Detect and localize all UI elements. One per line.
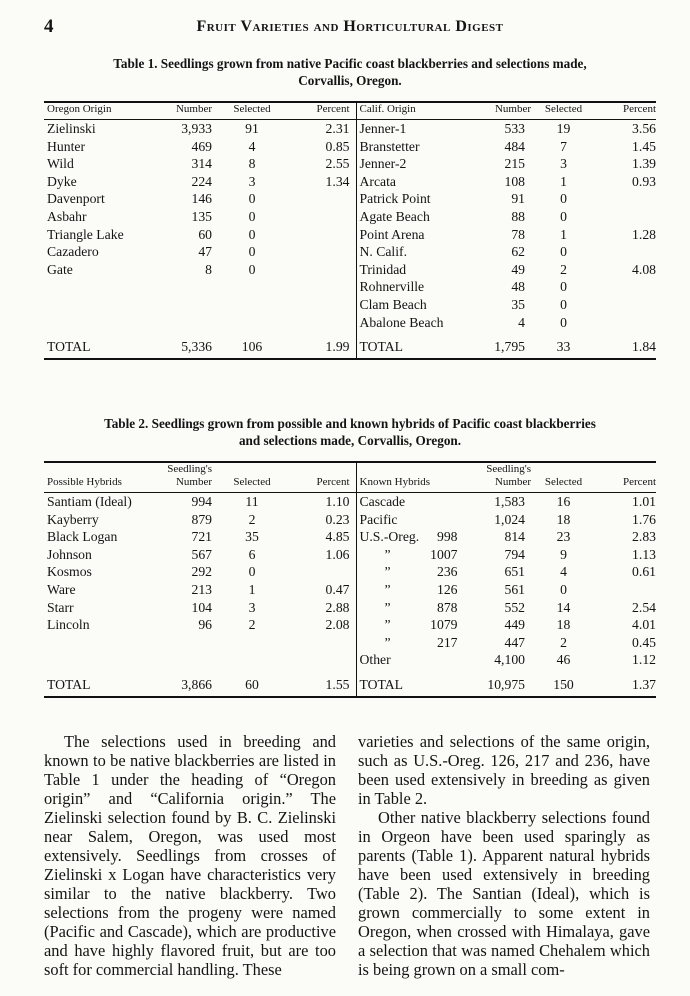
row-name	[356, 546, 458, 564]
row-percent: 3.56	[632, 121, 656, 136]
row-name	[356, 493, 452, 511]
row-number: 561	[504, 581, 525, 597]
row-number: 135	[191, 208, 212, 224]
row-number: 88	[511, 208, 525, 224]
row-name: Wild	[47, 156, 74, 172]
row-selected: 3	[248, 173, 256, 189]
table-row	[44, 546, 656, 564]
row-selected: 0	[248, 261, 256, 277]
row-name	[44, 278, 152, 296]
row-number: 814	[504, 529, 525, 545]
row-number: 8	[205, 261, 212, 277]
row-percent: 0.45	[632, 634, 656, 650]
row-selected: 0	[248, 564, 256, 580]
row-number: 447	[504, 634, 525, 650]
row-name: Johnson	[47, 546, 92, 562]
row-name: Abalone Beach	[359, 314, 444, 330]
row-selected: 4	[560, 564, 567, 580]
table1-caption	[44, 55, 656, 89]
row-selected: 3	[560, 156, 567, 172]
row-selected: 0	[560, 296, 567, 312]
row-percent	[292, 651, 356, 669]
row-name: Kayberry	[47, 511, 99, 527]
row-name	[356, 651, 452, 669]
row-name: Point Arena	[359, 226, 425, 242]
row-percent: 4.85	[292, 528, 356, 546]
total-number: 1,795	[466, 335, 531, 359]
row-selected: 2	[248, 617, 256, 633]
row-name: Jenner-1	[359, 121, 407, 136]
row-name	[44, 634, 156, 652]
row-percent: 2.88	[292, 599, 356, 617]
hybrid-selection-number: 1007	[430, 546, 458, 562]
table1-caption-line2: Corvallis, Oregon.	[298, 73, 402, 88]
row-name	[44, 296, 152, 314]
hybrid-name: Other	[359, 652, 391, 668]
hybrid-name: ”	[384, 599, 391, 615]
row-percent	[596, 278, 656, 296]
body-paragraph: varieties and selections of the same origin, such as U.S.-Oreg. 126, 217 and 236, have been used extensively in breeding as given in Table 2.	[358, 732, 650, 808]
row-percent: 4.01	[632, 617, 656, 633]
hybrid-selection-number: 1079	[430, 617, 458, 633]
row-number	[152, 278, 212, 296]
row-percent: 1.34	[292, 173, 356, 191]
row-number: 469	[191, 138, 212, 154]
row-name: Branstetter	[359, 138, 420, 154]
header-percent: Percent	[596, 462, 656, 493]
table-row	[44, 120, 656, 138]
header-possible-hybrids: Possible Hybrids	[44, 462, 156, 493]
header-percent: Percent	[292, 102, 356, 120]
row-percent: 1.39	[632, 156, 656, 172]
total-row	[44, 335, 656, 359]
table-row	[44, 634, 656, 652]
row-name: Gate	[47, 261, 73, 277]
header-calif-origin: Calif. Origin	[356, 102, 466, 120]
row-name: Cazadero	[47, 244, 99, 260]
row-number: 60	[198, 226, 212, 242]
header-percent: Percent	[596, 102, 656, 120]
row-selected: 14	[556, 599, 571, 615]
total-selected: 60	[212, 673, 292, 697]
row-number: 1,024	[494, 511, 525, 527]
table2-caption-line1: Table 2. Seedlings grown from possible and known hybrids of Pacific coast blackberries	[104, 416, 596, 431]
table2-header-row	[44, 462, 656, 493]
row-percent	[292, 563, 356, 581]
row-name: Ware	[47, 581, 76, 597]
row-percent: 1.10	[292, 493, 356, 511]
row-name: Trinidad	[359, 261, 407, 277]
hybrid-selection-number: 998	[436, 529, 458, 545]
row-name	[356, 599, 458, 617]
table-row	[44, 493, 656, 511]
row-number: 292	[191, 564, 212, 580]
row-number: 48	[511, 279, 525, 295]
table-row	[44, 581, 656, 599]
row-selected: 0	[248, 191, 256, 207]
row-name: Triangle Lake	[47, 226, 124, 242]
hybrid-name: U.S.-Oreg.	[359, 529, 420, 545]
row-percent	[292, 314, 356, 332]
row-name	[44, 651, 156, 669]
table1-caption-line1: Table 1. Seedlings grown from native Pacific coast blackberries and selections made,	[113, 56, 587, 71]
table-row	[44, 511, 656, 529]
row-number: 567	[191, 546, 212, 562]
header-selected: Selected	[531, 102, 596, 120]
table-row	[44, 226, 656, 244]
row-selected: 0	[560, 279, 567, 295]
row-name	[356, 528, 458, 546]
journal-title: Fruit Varieties and Horticultural Digest	[196, 18, 504, 35]
row-number: 47	[198, 244, 212, 260]
row-name: Arcata	[359, 173, 396, 189]
row-percent: 0.93	[632, 173, 656, 189]
row-selected	[212, 651, 292, 669]
table-row	[44, 190, 656, 208]
row-selected: 2	[248, 511, 256, 527]
row-selected: 0	[560, 208, 567, 224]
row-number: 3,933	[181, 121, 212, 136]
row-selected: 0	[560, 314, 567, 330]
header-seedlings-line1: Seedling's	[486, 463, 531, 475]
row-percent: 1.13	[632, 546, 656, 562]
header-seedlings-line1: Seedling's	[167, 463, 212, 475]
row-percent	[292, 243, 356, 261]
running-head	[44, 16, 656, 42]
row-name: Agate Beach	[359, 208, 430, 224]
row-percent	[596, 208, 656, 226]
table2	[44, 461, 656, 698]
row-name: Santiam (Ideal)	[47, 494, 132, 509]
table-row	[44, 278, 656, 296]
header-seedlings-number	[452, 462, 531, 493]
header-seedlings-number	[156, 462, 212, 493]
row-percent	[596, 314, 656, 332]
row-selected: 4	[248, 138, 256, 154]
row-percent: 0.85	[292, 138, 356, 156]
row-selected: 3	[248, 599, 256, 615]
row-name	[356, 616, 458, 634]
row-percent: 1.28	[632, 226, 656, 242]
hybrid-name: ”	[384, 581, 391, 597]
row-number: 449	[504, 617, 525, 633]
row-number: 794	[504, 546, 525, 562]
body-column-right	[358, 732, 650, 979]
table-row	[44, 138, 656, 156]
row-number: 215	[504, 156, 525, 172]
row-selected: 16	[556, 494, 571, 509]
row-name: Rohnerville	[359, 279, 425, 295]
row-name: Clam Beach	[359, 296, 427, 312]
row-name: Davenport	[47, 191, 105, 207]
row-number	[156, 651, 212, 669]
total-number: 3,866	[156, 673, 212, 697]
table-row	[44, 296, 656, 314]
row-selected	[212, 634, 292, 652]
row-percent	[596, 581, 656, 599]
total-label: TOTAL	[356, 673, 452, 697]
row-percent: 2.83	[632, 529, 656, 545]
row-selected: 11	[245, 494, 259, 509]
row-name: Asbahr	[47, 208, 87, 224]
table-row	[44, 155, 656, 173]
row-number: 35	[511, 296, 525, 312]
hybrid-name: ”	[384, 617, 391, 633]
row-selected	[212, 296, 292, 314]
row-name: Starr	[47, 599, 74, 615]
row-number: 4,100	[494, 652, 525, 668]
row-selected	[212, 314, 292, 332]
row-percent: 2.31	[292, 120, 356, 138]
row-selected: 0	[248, 244, 256, 260]
table-row	[44, 243, 656, 261]
row-selected: 18	[556, 511, 571, 527]
total-percent: 1.99	[292, 335, 356, 359]
header-selected: Selected	[212, 462, 292, 493]
row-number: 78	[511, 226, 525, 242]
table-row	[44, 563, 656, 581]
header-seedlings-line2: Number	[494, 476, 531, 488]
hybrid-name: ”	[384, 564, 391, 580]
total-percent: 1.37	[596, 673, 656, 697]
row-percent: 1.12	[632, 652, 656, 668]
table-row	[44, 528, 656, 546]
row-name: Kosmos	[47, 564, 92, 580]
header-known-hybrids: Known Hybrids	[356, 462, 452, 493]
row-selected: 18	[556, 617, 571, 633]
header-selected: Selected	[531, 462, 596, 493]
row-number: 96	[198, 617, 212, 633]
total-percent: 1.84	[596, 335, 656, 359]
hybrid-selection-number: 126	[436, 581, 458, 597]
table-row	[44, 261, 656, 279]
header-seedlings-line2: Number	[175, 476, 212, 488]
header-selected: Selected	[212, 102, 292, 120]
row-number: 49	[511, 261, 525, 277]
row-name	[356, 511, 452, 529]
total-number: 10,975	[452, 673, 531, 697]
row-selected: 2	[560, 634, 567, 650]
row-percent: 2.08	[292, 616, 356, 634]
row-number: 108	[504, 173, 525, 189]
row-number: 62	[511, 244, 525, 260]
row-percent: 0.23	[292, 511, 356, 529]
header-oregon-origin: Oregon Origin	[44, 102, 152, 120]
hybrid-name: ”	[384, 634, 391, 650]
total-label: TOTAL	[356, 335, 466, 359]
row-name: Zielinski	[47, 121, 96, 136]
table-row	[44, 651, 656, 669]
total-row	[44, 673, 656, 697]
table-row	[44, 616, 656, 634]
row-percent	[292, 634, 356, 652]
row-percent	[292, 226, 356, 244]
row-number	[152, 314, 212, 332]
row-percent	[292, 208, 356, 226]
total-selected: 106	[212, 335, 292, 359]
row-percent	[292, 190, 356, 208]
row-selected	[212, 278, 292, 296]
row-selected: 0	[560, 191, 567, 207]
row-name	[356, 563, 458, 581]
row-percent: 1.01	[632, 494, 656, 509]
row-selected: 1	[248, 581, 256, 597]
table-row	[44, 314, 656, 332]
row-number: 146	[191, 191, 212, 207]
row-number: 4	[518, 314, 525, 330]
total-percent: 1.55	[292, 673, 356, 697]
row-name	[356, 634, 458, 652]
total-selected: 33	[531, 335, 596, 359]
total-number: 5,336	[152, 335, 212, 359]
hybrid-name: ”	[384, 546, 391, 562]
body-column-left	[44, 732, 336, 979]
row-selected: 1	[560, 226, 567, 242]
row-number: 104	[191, 599, 212, 615]
row-number: 879	[191, 511, 212, 527]
row-number	[152, 296, 212, 314]
row-selected: 1	[560, 173, 567, 189]
row-number: 91	[511, 191, 525, 207]
row-selected: 19	[556, 121, 571, 136]
row-percent: 2.54	[632, 599, 656, 615]
row-number: 1,583	[494, 494, 525, 509]
row-name: Dyke	[47, 173, 77, 189]
row-selected: 35	[245, 529, 259, 545]
row-name: N. Calif.	[359, 244, 408, 260]
row-percent: 0.61	[632, 564, 656, 580]
total-label: TOTAL	[44, 335, 152, 359]
row-percent	[596, 296, 656, 314]
row-percent	[292, 296, 356, 314]
row-name	[356, 581, 458, 599]
table-row	[44, 173, 656, 191]
hybrid-name: Pacific	[359, 511, 398, 527]
row-percent: 4.08	[632, 261, 656, 277]
row-name: Lincoln	[47, 617, 90, 633]
row-number: 484	[504, 138, 525, 154]
row-name: Jenner-2	[359, 156, 407, 172]
row-percent	[292, 261, 356, 279]
row-selected: 0	[560, 581, 567, 597]
row-number: 533	[504, 121, 525, 136]
total-selected: 150	[531, 673, 596, 697]
row-percent: 0.47	[292, 581, 356, 599]
row-percent	[292, 278, 356, 296]
row-selected: 91	[245, 121, 259, 136]
row-percent	[596, 190, 656, 208]
hybrid-selection-number: 236	[436, 564, 458, 580]
row-name: Black Logan	[47, 529, 118, 545]
table2-caption	[44, 415, 656, 449]
row-number: 721	[191, 529, 212, 545]
row-selected: 7	[560, 138, 567, 154]
row-number: 213	[191, 581, 212, 597]
header-number: Number	[152, 102, 212, 120]
row-name: Patrick Point	[359, 191, 431, 207]
header-number: Number	[466, 102, 531, 120]
row-selected: 0	[560, 244, 567, 260]
row-selected: 0	[248, 226, 256, 242]
row-selected: 2	[560, 261, 567, 277]
hybrid-name: Cascade	[359, 494, 406, 509]
row-selected: 46	[556, 652, 571, 668]
table1	[44, 101, 656, 360]
total-label: TOTAL	[44, 673, 156, 697]
row-selected: 23	[556, 529, 571, 545]
body-paragraph: The selections used in breeding and known to be native blackberries are listed in Table 1 under the heading of “Oregon origin” and “California origin.” The Zielinski selection found by B. C. Zielinski near Salem, Oregon, was used most extensively. Seedlings from crosses of Zielinski x Logan have characteristics very similar to the native blackberry. Two selections from the progeny were named (Pacific and Cascade), which are productive and have highly flavored fruit, but are too soft for commercial handling. These	[44, 732, 336, 979]
row-number: 224	[191, 173, 212, 189]
row-selected: 6	[248, 546, 256, 562]
row-selected: 8	[248, 156, 256, 172]
row-number: 552	[504, 599, 525, 615]
table1-header-row	[44, 102, 656, 120]
row-number: 651	[504, 564, 525, 580]
row-percent: 1.45	[632, 138, 656, 154]
table-row	[44, 208, 656, 226]
row-percent: 2.55	[292, 155, 356, 173]
hybrid-selection-number: 878	[436, 599, 458, 615]
row-number: 994	[191, 494, 212, 509]
row-number	[156, 634, 212, 652]
row-percent: 1.76	[632, 511, 656, 527]
row-name	[44, 314, 152, 332]
table-row	[44, 599, 656, 617]
row-selected: 0	[248, 208, 256, 224]
page-number: 4	[44, 16, 54, 37]
table2-caption-line2: and selections made, Corvallis, Oregon.	[238, 433, 462, 448]
row-number: 314	[191, 156, 212, 172]
row-percent: 1.06	[292, 546, 356, 564]
header-percent: Percent	[292, 462, 356, 493]
hybrid-selection-number: 217	[436, 634, 458, 650]
row-selected: 9	[560, 546, 567, 562]
row-name: Hunter	[47, 138, 86, 154]
body-paragraph: Other native blackberry selections found in Orgeon have been used sparingly as parents (Table 1). Apparent natural hybrids have been used extensively in breeding (Table 2). The Santian (Ideal), which is grown commercially to some extent in Oregon, when crossed with Himalaya, gave a selection that was named Chehalem which is being grown on a small com-	[358, 808, 650, 979]
row-percent	[596, 243, 656, 261]
